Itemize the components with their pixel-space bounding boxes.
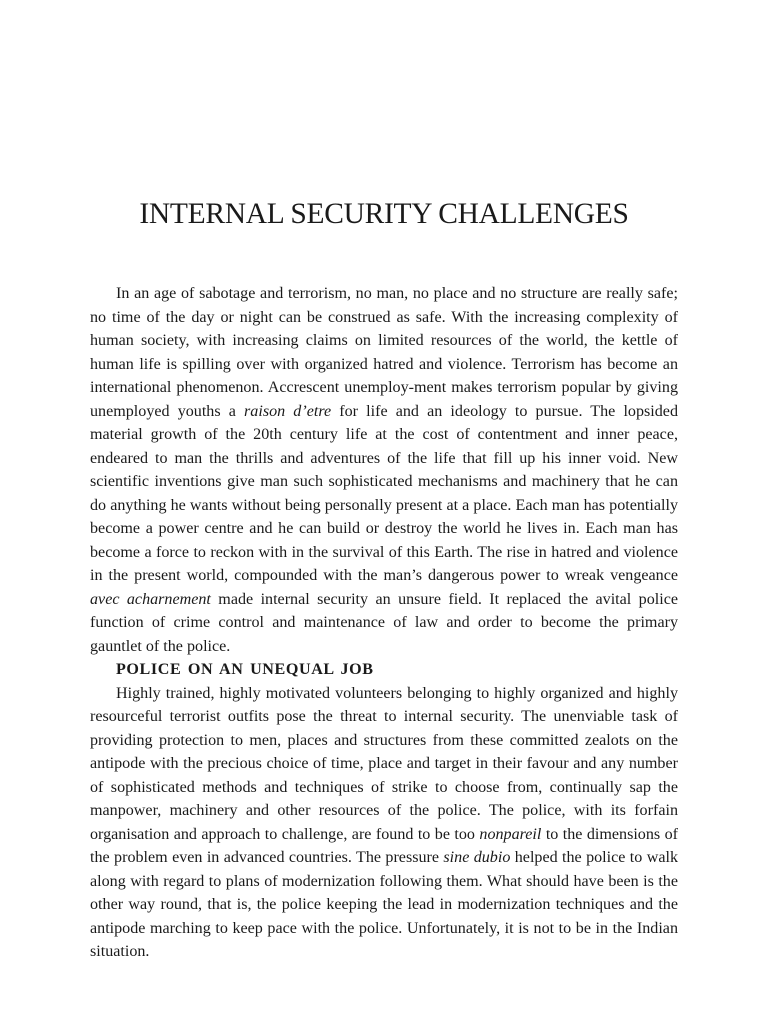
paragraph-1 xyxy=(90,282,678,658)
paragraph-2-text-c: helped the police to walk along with regard to plans of modernization following them. What should have been is the other way round, that is, the police keeping the lead in modernization techniques and the antipode marching to keep pace with the police. Unfortunately, it is not to be in the Indian situation. xyxy=(90,849,678,960)
paragraph-2-italic-b: sine dubio xyxy=(443,849,511,866)
chapter-body xyxy=(90,282,678,964)
chapter-title: INTERNAL SECURITY CHALLENGES xyxy=(139,198,629,230)
paragraph-1-text-a: In an age of sabotage and terrorism, no man, no place and no structure are really safe; no time of the day or night can be construed as safe. With the increasing complexity of human society, with increasing claims on limited resources of the world, the kettle of human life is spilling over with organized hatred and violence. Terrorism has become an international phenomenon. Accrescent unemploy-ment makes terrorism popular by giving unemployed youths a xyxy=(90,285,678,420)
paragraph-2 xyxy=(90,682,678,964)
section-subheading: POLICE ON AN UNEQUAL JOB xyxy=(116,661,374,678)
paragraph-2-text-a: Highly trained, highly motivated volunteers belonging to highly organized and highly resourceful terrorist outfits pose the threat to internal security. The unenviable task of providing protection to men, places and structures from these committed zealots on the antipode with the precious choice of time, place and target in their favour and any number of sophisticated methods and techniques of strike to choose from, continually sap the manpower, machinery and other resources of the police. The police, with its forfain organisation and approach to challenge, are found to be too xyxy=(90,684,678,843)
paragraph-1-italic-b: avec acharnement xyxy=(90,590,211,608)
paragraph-1-text-c: made internal security an unsure field. It replaced the avital police function of crime control and maintenance of law and order to become the primary gauntlet of the police. xyxy=(90,590,678,655)
paragraph-2-text-b: to the dimensions of the problem even in advanced countries. The pressure xyxy=(90,825,678,866)
paragraph-1-italic-a: raison d’etre xyxy=(244,402,332,420)
paragraph-1-text-b: for life and an ideology to pursue. The lopsided material growth of the 20th century life at the cost of contentment and inner peace, endeared to man the thrills and adventures of the life that fill up his inner void. New scientific inventions give man such sophisticated mechanisms and machinery that he can do anything he wants without being personally present at a place. Each man has potentially become a power centre and he can build or destroy the world he lives in. Each man has become a force to reckon with in the survival of this Earth. The rise in hatred and violence in the present world, compounded with the man’s dangerous power to wreak vengeance xyxy=(90,402,678,584)
paragraph-2-italic-a: nonpareil xyxy=(479,825,542,843)
